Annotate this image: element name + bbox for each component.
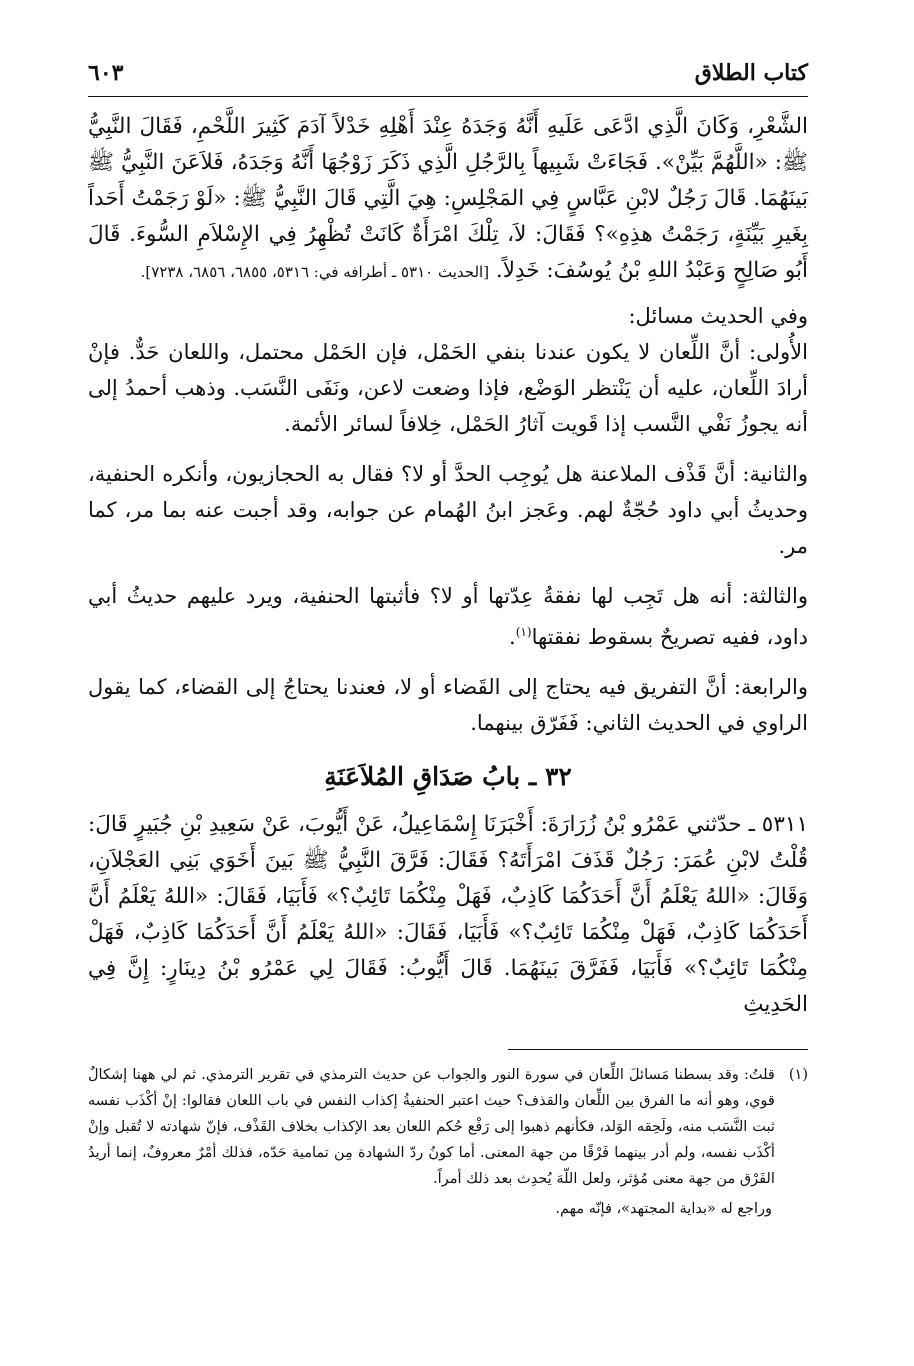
hadith-5310-text: الشَّعْرِ، وَكَانَ الَّذِي ادَّعَى عَلَيهِ أَنَّهُ وَجَدَهُ عِنْدَ أَهْلِهِ خَدْلاً آدَمَ كَثِيرَ اللَّحْمِ، فَقَالَ النَّبِيُّ ﷺ: «اللَّهُمَّ بَيِّنْ». فَجَاءَتْ شَبِيهاً بِالرَّجُلِ الَّذِي ذَكَرَ زَوْجُهَا أَنَّهُ وَجَدَهُ، فَلاَعَنَ النَّبِيُّ ﷺ بَينَهُمَا. قَالَ رَجُلٌ لابْنِ عَبَّاسٍ فِي المَجْلِسِ: هِيَ الَّتِي قَالَ النَّبِيُّ ﷺ: «لَوْ رَجَمْتُ أَحَداً بِغَيرِ بَيِّنَةٍ، رَجَمْتُ هذِهِ»؟ فَقَالَ: لاَ، تِلْكَ امْرَأَةٌ كَانَتْ تُظْهِرُ فِي الإِسْلاَمِ السُّوءَ. قَالَ أَبُو صَالِحٍ وَعَبْدُ اللهِ بْنُ يُوسُفَ: خَدِلاً. <box>88 114 808 283</box>
footnote-divider <box>508 1049 808 1050</box>
footnote-number: (١) <box>788 1067 808 1083</box>
commentary-issue-2: والثانية: أنَّ قَذْف الملاعنة هل يُوجِب الحدَّ أو لا؟ فقال به الحجازيون، وأنكره الحنفية، وحديثُ أبي داود حُجّةٌ لهم. وعَجز ابنُ الهُمام عن جوابه، وقد أجبت عنه بما مر، كما مر. <box>88 462 808 558</box>
book-page <box>88 56 808 1316</box>
hadith-5311-text: ٥٣١١ ـ حدّثني عَمْرُو بْنُ زُرَارَةَ: أَخْبَرَنَا إِسْمَاعِيلُ، عَنْ أَيُّوبَ، عَنْ سَعِيدِ بْنِ جُبَيرٍ قَالَ: قُلْتُ لابْنِ عُمَرَ: رَجُلٌ قَذَفَ امْرَأَتَهُ؟ فَقَالَ: فَرَّقَ النَّبِيُّ ﷺ بَينَ أَخَوَي بَنِي العَجْلاَنِ، وَقَالَ: «اللهُ يَعْلَمُ أَنَّ أَحَدَكُمَا كَاذِبٌ، فَهَلْ مِنْكُمَا تَائِبٌ؟» فَأَبَيَا، فَقَالَ: «اللهُ يَعْلَمُ أَنَّ أَحَدَكُمَا كَاذِبٌ، فَهَلْ مِنْكُمَا تَائِبٌ؟» فَأَبَيَا، فَقَالَ: «اللهُ يَعْلَمُ أَنَّ أَحَدَكُمَا كَاذِبٌ، فَهَلْ مِنْكُمَا تَائِبٌ؟» فَأَبَيَا، فَفَرَّقَ بَينَهُمَا. قَالَ أَيُّوبُ: فَقَالَ لِي عَمْرُو بْنُ دِينَارٍ: إِنَّ فِي الحَدِيثِ <box>88 812 808 1017</box>
commentary-issue-4: والرابعة: أنَّ التفريق فيه يحتاج إلى القَضاء أو لا، فعندنا يحتاجُ إلى القضاء، كما يقول الراوي في الحديث الثاني: فَفَرّق بينهما. <box>88 675 808 735</box>
hadith-5310-reference: [الحديث ٥٣١٠ ـ أطرافه في: ٥٣١٦، ٦٨٥٥، ٦٨٥٦، ٧٢٣٨]. <box>140 263 490 281</box>
footnote-1 <box>88 1062 808 1192</box>
chapter-heading: ٣٢ ـ بابُ صَدَاقِ المُلاَعَنَةِ <box>324 762 572 791</box>
book-title: كتاب الطلاق <box>694 60 808 86</box>
footnote-extra-line: وراجع له «بداية المجتهد»، فإنّه مهم. <box>555 1201 772 1217</box>
commentary-issue-1: الأُولى: أنَّ اللِّعان لا يكون عندنا بنفي الحَمْل، فإن الحَمْل محتمل، واللعان حَدٌّ. فإنْ أرادَ اللِّعان، عليه أن يَنْتظر الوَضْع، فإذا وضعت لاعن، ونَفَى النَّسَب. وذهب أحمدُ إلى أنه يجوزُ نَفْي النَّسب إذا قَويت آثارُ الحَمْل، خِلافاً لسائر الأئمة. <box>88 340 808 436</box>
running-header <box>88 56 808 97</box>
commentary-issue-3: والثالثة: أنه هل تَجِب لها نفقةُ عِدّتها أو لا؟ فأثبتها الحنفية، ويرد عليهم حديثُ أبي داود، ففيه تصريحٌ بسقوط نفقتها$^{(١)}$. <box>88 584 808 649</box>
paragraph-gap <box>88 442 808 456</box>
commentary-issue-3-text: والثالثة: أنه هل تَجِب لها نفقةُ عِدّتها أو لا؟ فأثبتها الحنفية، ويرد عليهم حديثُ أبي داود، ففيه تصريحٌ بسقوط نفقتها <box>88 584 808 649</box>
commentary-intro: وفي الحديث مسائل: <box>628 304 808 328</box>
hadith-5310-block <box>88 109 808 290</box>
paragraph-gap <box>88 564 808 578</box>
footnote-reference-mark[interactable]: (١) <box>515 625 532 639</box>
footnote-text: قلتُ: وقد بسطنا مَسائلَ اللِّعان في سورة النور والجواب عن حديث الترمذي في تقرير الترمذي. ثم لي ههنا إشكالٌ قوي، وهو أنه ما الفرق بين اللِّعان والقذف؟ حيث اعتبر الحنفيةُ إكذاب النفس في باب اللعان فقالوا: إنْ أكْذَب نفسه ثبت النَّسَب منه، ولَحِقه الوَلد، فكأنهم ذهبوا إلى رَفْع حُكم اللعان بعد الإكذاب بخلاف القَذْف، فإنّ شهادته لا تُقبل وإنْ أكْذَب نفسه، ولم أدر بينهما فَرْقًا من جهة المعنى. أما كونُ ردّ الشهادة مِن تمامية حَدّه، فذلك أمْرٌ معروفٌ، إنما أريدُ الفَرْق من جهة معنى مُؤثر، ولعل اللّهَ يُحدِث بعد ذلك أمراً. <box>88 1067 775 1187</box>
page-number: ٦٠٣ <box>88 60 124 86</box>
paragraph-gap <box>88 655 808 669</box>
